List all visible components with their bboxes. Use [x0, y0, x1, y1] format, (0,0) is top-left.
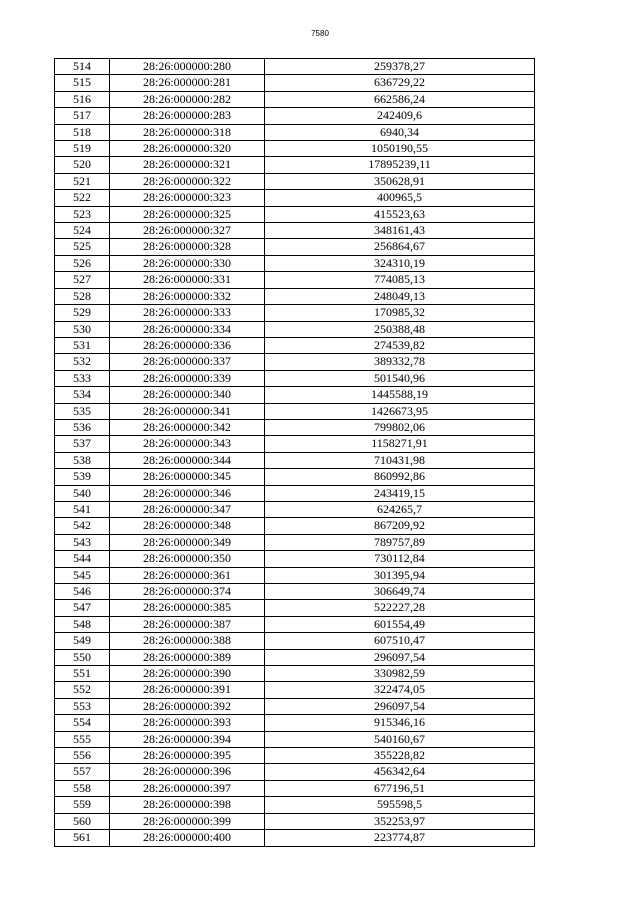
cadastral-number-cell: 28:26:000000:400: [110, 830, 265, 846]
cadastral-number-cell: 28:26:000000:332: [110, 288, 265, 304]
cadastral-number-cell: 28:26:000000:283: [110, 108, 265, 124]
row-number-cell: 553: [55, 698, 110, 714]
table-row: [55, 337, 535, 353]
table-row: [55, 797, 535, 813]
cadastral-number-cell: 28:26:000000:389: [110, 649, 265, 665]
value-cell: 415523,63: [265, 206, 535, 222]
value-cell: 350628,91: [265, 173, 535, 189]
row-number-cell: 541: [55, 501, 110, 517]
table-row: [55, 830, 535, 846]
cadastral-number-cell: 28:26:000000:320: [110, 141, 265, 157]
table-row: [55, 518, 535, 534]
cadastral-number-cell: 28:26:000000:361: [110, 567, 265, 583]
value-cell: 595598,5: [265, 797, 535, 813]
table-row: [55, 551, 535, 567]
page-number: 7580: [311, 29, 329, 38]
row-number-cell: 521: [55, 173, 110, 189]
table-row: [55, 321, 535, 337]
table-row: [55, 715, 535, 731]
row-number-cell: 548: [55, 616, 110, 632]
cadastral-number-cell: 28:26:000000:390: [110, 666, 265, 682]
table-body: [55, 59, 535, 847]
table-row: [55, 600, 535, 616]
value-cell: 242409,6: [265, 108, 535, 124]
row-number-cell: 561: [55, 830, 110, 846]
row-number-cell: 539: [55, 469, 110, 485]
row-number-cell: 523: [55, 206, 110, 222]
row-number-cell: 547: [55, 600, 110, 616]
cadastral-number-cell: 28:26:000000:348: [110, 518, 265, 534]
table-row: [55, 764, 535, 780]
row-number-cell: 525: [55, 239, 110, 255]
cadastral-number-cell: 28:26:000000:397: [110, 780, 265, 796]
table-row: [55, 485, 535, 501]
table-row: [55, 501, 535, 517]
cadastral-number-cell: 28:26:000000:394: [110, 731, 265, 747]
value-cell: 243419,15: [265, 485, 535, 501]
cadastral-number-cell: 28:26:000000:282: [110, 91, 265, 107]
table-row: [55, 649, 535, 665]
table-row: [55, 370, 535, 386]
cadastral-number-cell: 28:26:000000:398: [110, 797, 265, 813]
cadastral-number-cell: 28:26:000000:331: [110, 272, 265, 288]
value-cell: 352253,97: [265, 813, 535, 829]
row-number-cell: 517: [55, 108, 110, 124]
table-row: [55, 666, 535, 682]
cadastral-number-cell: 28:26:000000:350: [110, 551, 265, 567]
table-row: [55, 534, 535, 550]
value-cell: 636729,22: [265, 75, 535, 91]
row-number-cell: 532: [55, 354, 110, 370]
table-row: [55, 223, 535, 239]
table-row: [55, 567, 535, 583]
row-number-cell: 540: [55, 485, 110, 501]
row-number-cell: 546: [55, 584, 110, 600]
row-number-cell: 531: [55, 337, 110, 353]
value-cell: 400965,5: [265, 190, 535, 206]
value-cell: 662586,24: [265, 91, 535, 107]
cadastral-number-cell: 28:26:000000:330: [110, 255, 265, 271]
table-row: [55, 59, 535, 75]
cadastral-number-cell: 28:26:000000:391: [110, 682, 265, 698]
row-number-cell: 545: [55, 567, 110, 583]
value-cell: 259378,27: [265, 59, 535, 75]
row-number-cell: 544: [55, 551, 110, 567]
cadastral-number-cell: 28:26:000000:344: [110, 452, 265, 468]
value-cell: 456342,64: [265, 764, 535, 780]
value-cell: 322474,05: [265, 682, 535, 698]
value-cell: 799802,06: [265, 419, 535, 435]
table-row: [55, 813, 535, 829]
table-row: [55, 616, 535, 632]
row-number-cell: 536: [55, 419, 110, 435]
row-number-cell: 560: [55, 813, 110, 829]
cadastral-number-cell: 28:26:000000:334: [110, 321, 265, 337]
table-row: [55, 419, 535, 435]
cadastral-number-cell: 28:26:000000:347: [110, 501, 265, 517]
cadastral-number-cell: 28:26:000000:337: [110, 354, 265, 370]
cadastral-number-cell: 28:26:000000:339: [110, 370, 265, 386]
cadastral-number-cell: 28:26:000000:374: [110, 584, 265, 600]
value-cell: 250388,48: [265, 321, 535, 337]
value-cell: 774085,13: [265, 272, 535, 288]
row-number-cell: 551: [55, 666, 110, 682]
value-cell: 1445588,19: [265, 387, 535, 403]
row-number-cell: 542: [55, 518, 110, 534]
row-number-cell: 557: [55, 764, 110, 780]
table-row: [55, 698, 535, 714]
value-cell: 1426673,95: [265, 403, 535, 419]
cadastral-number-cell: 28:26:000000:343: [110, 436, 265, 452]
value-cell: 306649,74: [265, 584, 535, 600]
table-row: [55, 780, 535, 796]
value-cell: 389332,78: [265, 354, 535, 370]
cadastral-number-cell: 28:26:000000:349: [110, 534, 265, 550]
table-row: [55, 255, 535, 271]
value-cell: 248049,13: [265, 288, 535, 304]
cadastral-number-cell: 28:26:000000:333: [110, 305, 265, 321]
row-number-cell: 559: [55, 797, 110, 813]
table-row: [55, 288, 535, 304]
value-cell: 1050190,55: [265, 141, 535, 157]
row-number-cell: 529: [55, 305, 110, 321]
row-number-cell: 533: [55, 370, 110, 386]
row-number-cell: 543: [55, 534, 110, 550]
table-row: [55, 748, 535, 764]
row-number-cell: 537: [55, 436, 110, 452]
value-cell: 710431,98: [265, 452, 535, 468]
table-row: [55, 173, 535, 189]
row-number-cell: 527: [55, 272, 110, 288]
value-cell: 355228,82: [265, 748, 535, 764]
row-number-cell: 528: [55, 288, 110, 304]
value-cell: 348161,43: [265, 223, 535, 239]
row-number-cell: 538: [55, 452, 110, 468]
table-row: [55, 141, 535, 157]
row-number-cell: 534: [55, 387, 110, 403]
value-cell: 296097,54: [265, 649, 535, 665]
cadastral-number-cell: 28:26:000000:385: [110, 600, 265, 616]
table-row: [55, 157, 535, 173]
table-row: [55, 124, 535, 140]
row-number-cell: 549: [55, 633, 110, 649]
row-number-cell: 552: [55, 682, 110, 698]
value-cell: 624265,7: [265, 501, 535, 517]
cadastral-number-cell: 28:26:000000:322: [110, 173, 265, 189]
value-cell: 915346,16: [265, 715, 535, 731]
value-cell: 6940,34: [265, 124, 535, 140]
table-row: [55, 387, 535, 403]
table-row: [55, 272, 535, 288]
row-number-cell: 555: [55, 731, 110, 747]
value-cell: 223774,87: [265, 830, 535, 846]
cadastral-number-cell: 28:26:000000:395: [110, 748, 265, 764]
row-number-cell: 514: [55, 59, 110, 75]
cadastral-number-cell: 28:26:000000:323: [110, 190, 265, 206]
table-row: [55, 403, 535, 419]
cadastral-number-cell: 28:26:000000:399: [110, 813, 265, 829]
cadastral-number-cell: 28:26:000000:393: [110, 715, 265, 731]
table-row: [55, 190, 535, 206]
value-cell: 730112,84: [265, 551, 535, 567]
cadastral-number-cell: 28:26:000000:281: [110, 75, 265, 91]
value-cell: 540160,67: [265, 731, 535, 747]
table-row: [55, 305, 535, 321]
table-row: [55, 584, 535, 600]
value-cell: 330982,59: [265, 666, 535, 682]
value-cell: 17895239,11: [265, 157, 535, 173]
value-cell: 867209,92: [265, 518, 535, 534]
value-cell: 274539,82: [265, 337, 535, 353]
value-cell: 501540,96: [265, 370, 535, 386]
value-cell: 324310,19: [265, 255, 535, 271]
value-cell: 170985,32: [265, 305, 535, 321]
cadastral-number-cell: 28:26:000000:325: [110, 206, 265, 222]
value-cell: 1158271,91: [265, 436, 535, 452]
row-number-cell: 520: [55, 157, 110, 173]
value-cell: 601554,49: [265, 616, 535, 632]
cadastral-number-cell: 28:26:000000:346: [110, 485, 265, 501]
cadastral-number-cell: 28:26:000000:396: [110, 764, 265, 780]
table-row: [55, 91, 535, 107]
row-number-cell: 554: [55, 715, 110, 731]
table-row: [55, 108, 535, 124]
value-cell: 789757,89: [265, 534, 535, 550]
row-number-cell: 518: [55, 124, 110, 140]
table-row: [55, 682, 535, 698]
row-number-cell: 530: [55, 321, 110, 337]
table-row: [55, 206, 535, 222]
table-row: [55, 633, 535, 649]
value-cell: 522227,28: [265, 600, 535, 616]
cadastral-number-cell: 28:26:000000:327: [110, 223, 265, 239]
cadastral-number-cell: 28:26:000000:392: [110, 698, 265, 714]
row-number-cell: 535: [55, 403, 110, 419]
table-row: [55, 354, 535, 370]
row-number-cell: 516: [55, 91, 110, 107]
row-number-cell: 519: [55, 141, 110, 157]
cadastral-number-cell: 28:26:000000:341: [110, 403, 265, 419]
cadastral-number-cell: 28:26:000000:328: [110, 239, 265, 255]
value-cell: 256864,67: [265, 239, 535, 255]
cadastral-value-table: [54, 58, 535, 847]
row-number-cell: 526: [55, 255, 110, 271]
value-cell: 607510,47: [265, 633, 535, 649]
table-row: [55, 436, 535, 452]
cadastral-number-cell: 28:26:000000:387: [110, 616, 265, 632]
cadastral-number-cell: 28:26:000000:340: [110, 387, 265, 403]
cadastral-number-cell: 28:26:000000:342: [110, 419, 265, 435]
row-number-cell: 558: [55, 780, 110, 796]
cadastral-number-cell: 28:26:000000:318: [110, 124, 265, 140]
row-number-cell: 550: [55, 649, 110, 665]
table-row: [55, 469, 535, 485]
cadastral-number-cell: 28:26:000000:336: [110, 337, 265, 353]
cadastral-number-cell: 28:26:000000:388: [110, 633, 265, 649]
row-number-cell: 522: [55, 190, 110, 206]
cadastral-number-cell: 28:26:000000:321: [110, 157, 265, 173]
value-cell: 677196,51: [265, 780, 535, 796]
row-number-cell: 524: [55, 223, 110, 239]
row-number-cell: 515: [55, 75, 110, 91]
table-row: [55, 731, 535, 747]
row-number-cell: 556: [55, 748, 110, 764]
value-cell: 860992,86: [265, 469, 535, 485]
value-cell: 296097,54: [265, 698, 535, 714]
cadastral-number-cell: 28:26:000000:345: [110, 469, 265, 485]
table-row: [55, 75, 535, 91]
value-cell: 301395,94: [265, 567, 535, 583]
table-row: [55, 452, 535, 468]
table-row: [55, 239, 535, 255]
cadastral-number-cell: 28:26:000000:280: [110, 59, 265, 75]
